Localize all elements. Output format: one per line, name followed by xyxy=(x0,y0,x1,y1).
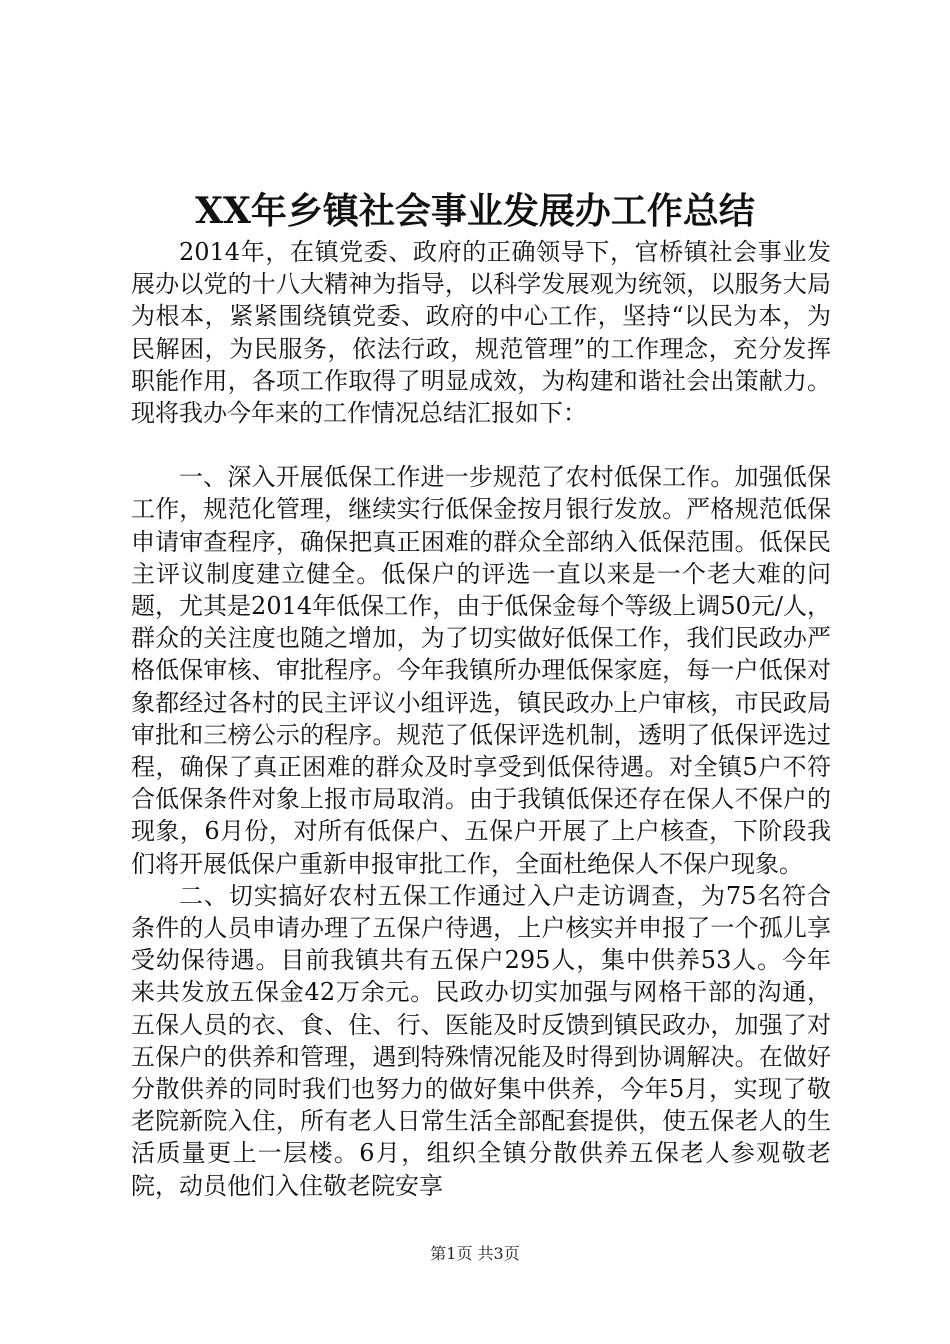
paragraph-section-1: 一、深入开展低保工作进一步规范了农村低保工作。加强低保工作，规范化管理，继续实行低保金按月银行发放。严格规范低保申请审查程序，确保把真正困难的群众全部纳入低保范围。低保民主评议制度建立健全。低保户的评选一直以来是一个老大难的问题，尤其是2014年低保工作，由于低保金每个等级上调50元/人，群众的关注度也随之增加，为了切实做好低保工作，我们民政办严格低保审核、审批程序。今年我镇所办理低保家庭，每一户低保对象都经过各村的民主评议小组评选，镇民政办上户审核，市民政局审批和三榜公示的程序。规范了低保评选机制，透明了低保评选过程，确保了真正困难的群众及时享受到低保待遇。对全镇5户不符合低保条件对象上报市局取消。由于我镇低保还存在保人不保户的现象，6月份，对所有低保户、五保户开展了上户核查，下阶段我们将开展低保户重新申报审批工作，全面杜绝保人不保户现象。 xyxy=(131,463,831,878)
page-footer: 第1页 共3页 xyxy=(430,1244,520,1263)
paragraph-spacer xyxy=(131,429,831,461)
document-body xyxy=(131,236,831,1202)
document-title: XX年乡镇社会事业发展办工作总结 xyxy=(195,190,755,232)
paragraph-section-2: 二、切实搞好农村五保工作通过入户走访调查，为75名符合条件的人员申请办理了五保户待遇，上户核实并申报了一个孤儿享受幼保待遇。目前我镇共有五保户295人，集中供养53人。今年来共发放五保金42万余元。民政办切实加强与网格干部的沟通，五保人员的衣、食、住、行、医能及时反馈到镇民政办，加强了对五保户的供养和管理，遇到特殊情况能及时得到协调解决。在做好分散供养的同时我们也努力的做好集中供养，今年5月，实现了敬老院新院入住，所有老人日常生活全部配套提供，使五保老人的生活质量更上一层楼。6月，组织全镇分散供养五保老人参观敬老院，动员他们入住敬老院安享 xyxy=(131,881,831,1200)
paragraph-intro: 2014年，在镇党委、政府的正确领导下，官桥镇社会事业发展办以党的十八大精神为指导，以科学发展观为统领，以服务大局为根本，紧紧围绕镇党委、政府的中心工作，坚持“以民为本，为民解困，为民服务，依法行政，规范管理”的工作理念，充分发挥职能作用，各项工作取得了明显成效，为构建和谐社会出策献力。现将我办今年来的工作情况总结汇报如下： xyxy=(131,238,831,428)
